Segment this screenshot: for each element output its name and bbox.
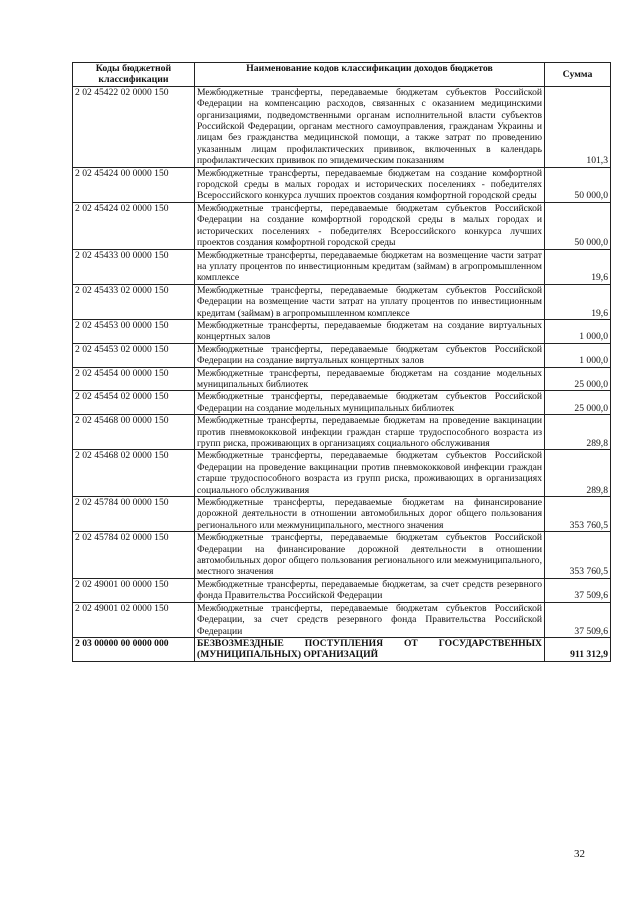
table-row [73, 391, 611, 415]
table-row [73, 202, 611, 249]
table-row [73, 367, 611, 391]
row-sum: 37 509,6 [545, 578, 611, 602]
table-row [73, 532, 611, 579]
row-sum: 1 000,0 [545, 319, 611, 343]
row-name: Межбюджетные трансферты, передаваемые бюджетам субъектов Российской Федерации на проведение вакцинации против пневмококковой инфекции граждан старше трудоспособного возраста из групп риска, проживающих в организациях социального обслуживания [195, 450, 545, 497]
row-name: Межбюджетные трансферты, передаваемые бюджетам на возмещение части затрат на уплату процентов по инвестиционным кредитам (займам) в агропромышленном комплексе [195, 249, 545, 284]
budget-table [72, 62, 611, 662]
table-row [73, 343, 611, 367]
total-row [73, 637, 611, 661]
row-sum: 353 760,5 [545, 497, 611, 532]
row-name: Межбюджетные трансферты, передаваемые бюджетам на проведение вакцинации против пневмококковой инфекции граждан старше трудоспособного возраста из групп риска, проживающих в организациях социального обслуживания [195, 415, 545, 450]
row-name: Межбюджетные трансферты, передаваемые бюджетам субъектов Российской Федерации на создание виртуальных концертных залов [195, 343, 545, 367]
row-name: Межбюджетные трансферты, передаваемые бюджетам на создание комфортной городской среды в малых городах и исторических поселениях - победителях Всероссийского конкурса лучших проектов создания комфортной городской среды [195, 167, 545, 202]
row-code: 2 02 45433 00 0000 150 [73, 249, 195, 284]
table-row [73, 249, 611, 284]
table-row [73, 86, 611, 167]
row-name: Межбюджетные трансферты, передаваемые бюджетам субъектов Российской Федерации на компенсацию расходов, связанных с оказанием медицинскими организациями, подведомственными органам исполнительной власти субъектов Российской Федерации, органам местного самоуправления, гражданам Украины и лицам без гражданства медицинской помощи, а также затрат по проведению указанным лицам профилактических прививок, включенных в календарь профилактических прививок по эпидемическим показаниям [195, 86, 545, 167]
row-sum: 50 000,0 [545, 202, 611, 249]
row-name: Межбюджетные трансферты, передаваемые бюджетам субъектов Российской Федерации на возмещение части затрат на уплату процентов по инвестиционным кредитам (займам) в агропромышленном комплексе [195, 284, 545, 319]
row-sum: 1 000,0 [545, 343, 611, 367]
row-sum: 50 000,0 [545, 167, 611, 202]
row-sum: 353 760,5 [545, 532, 611, 579]
table-row [73, 497, 611, 532]
row-sum: 25 000,0 [545, 391, 611, 415]
row-sum: 289,8 [545, 450, 611, 497]
row-name: Межбюджетные трансферты, передаваемые бюджетам субъектов Российской Федерации на создание модельных муниципальных библиотек [195, 391, 545, 415]
row-sum: 289,8 [545, 415, 611, 450]
table-row [73, 450, 611, 497]
table-header-row [73, 63, 611, 87]
total-name: БЕЗВОЗМЕЗДНЫЕ ПОСТУПЛЕНИЯ ОТ ГОСУДАРСТВЕННЫХ (МУНИЦИПАЛЬНЫХ) ОРГАНИЗАЦИЙ [195, 637, 545, 661]
row-code: 2 02 49001 00 0000 150 [73, 578, 195, 602]
row-name: Межбюджетные трансферты, передаваемые бюджетам на создание модельных муниципальных библиотек [195, 367, 545, 391]
row-code: 2 02 45784 00 0000 150 [73, 497, 195, 532]
table-row [73, 578, 611, 602]
row-code: 2 02 45453 02 0000 150 [73, 343, 195, 367]
total-sum: 911 312,9 [545, 637, 611, 661]
header-name: Наименование кодов классификации доходов бюджетов [195, 63, 545, 87]
row-code: 2 02 45453 00 0000 150 [73, 319, 195, 343]
total-code: 2 03 00000 00 0000 000 [73, 637, 195, 661]
table-row [73, 415, 611, 450]
row-code: 2 02 45454 00 0000 150 [73, 367, 195, 391]
row-name: Межбюджетные трансферты, передаваемые бюджетам на финансирование дорожной деятельности в отношении автомобильных дорог общего пользования регионального или межмуниципального, местного значения [195, 497, 545, 532]
row-name: Межбюджетные трансферты, передаваемые бюджетам, за счет средств резервного фонда Правительства Российской Федерации [195, 578, 545, 602]
row-name: Межбюджетные трансферты, передаваемые бюджетам субъектов Российской Федерации на финансирование дорожной деятельности в отношении автомобильных дорог общего пользования регионального или межмуниципального, местного значения [195, 532, 545, 579]
table-row [73, 167, 611, 202]
table-row [73, 284, 611, 319]
row-code: 2 02 45422 02 0000 150 [73, 86, 195, 167]
row-sum: 19,6 [545, 249, 611, 284]
row-name: Межбюджетные трансферты, передаваемые бюджетам субъектов Российской Федерации, за счет средств резервного фонда Правительства Российской Федерации [195, 602, 545, 637]
page-number: 32 [574, 848, 585, 860]
row-code: 2 02 45433 02 0000 150 [73, 284, 195, 319]
row-code: 2 02 45454 02 0000 150 [73, 391, 195, 415]
row-code: 2 02 45784 02 0000 150 [73, 532, 195, 579]
table-row [73, 319, 611, 343]
row-name: Межбюджетные трансферты, передаваемые бюджетам на создание виртуальных концертных залов [195, 319, 545, 343]
header-sum: Сумма [545, 63, 611, 87]
row-code: 2 02 45468 00 0000 150 [73, 415, 195, 450]
row-code: 2 02 45468 02 0000 150 [73, 450, 195, 497]
row-name: Межбюджетные трансферты, передаваемые бюджетам субъектов Российской Федерации на создание комфортной городской среды в малых городах и исторических поселениях - победителях Всероссийского конкурса лучших проектов создания комфортной городской среды [195, 202, 545, 249]
row-sum: 25 000,0 [545, 367, 611, 391]
row-sum: 37 509,6 [545, 602, 611, 637]
row-code: 2 02 49001 02 0000 150 [73, 602, 195, 637]
table-row [73, 602, 611, 637]
row-sum: 19,6 [545, 284, 611, 319]
row-code: 2 02 45424 02 0000 150 [73, 202, 195, 249]
header-codes: Коды бюджетной классификации [73, 63, 195, 87]
row-code: 2 02 45424 00 0000 150 [73, 167, 195, 202]
row-sum: 101,3 [545, 86, 611, 167]
